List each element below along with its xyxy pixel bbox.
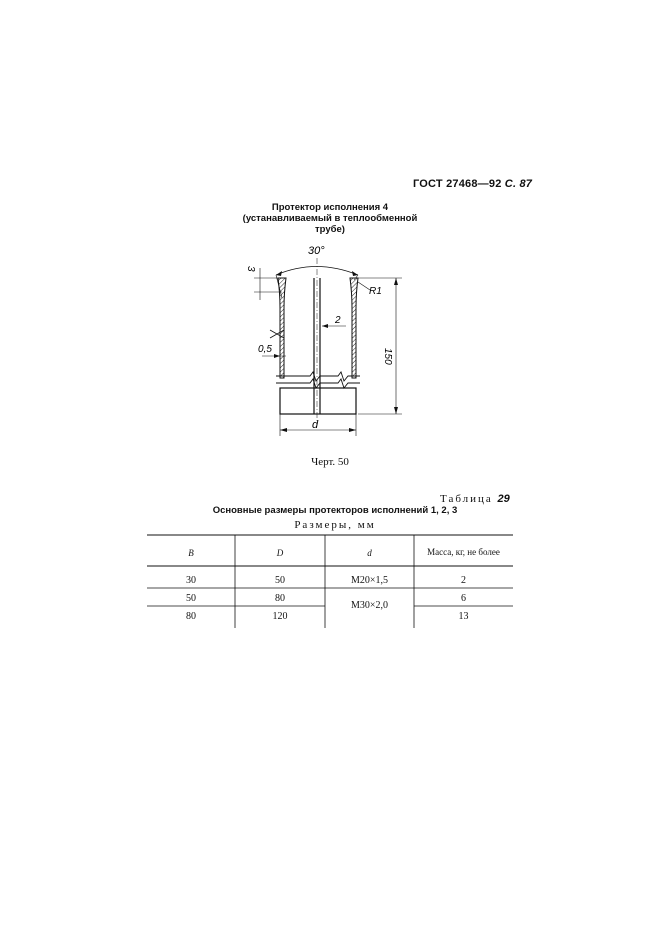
table-label-text: Таблица [440, 493, 493, 505]
table-title: Основные размеры протекторов исполнений 1, 2, 3 [212, 505, 458, 516]
figure-title-line-3: трубе) [315, 224, 345, 235]
row1-d: М20×1,5 [350, 575, 389, 586]
dim-height: 150 [382, 348, 393, 365]
table-label [440, 493, 510, 505]
dim-top-gap: 3 [245, 266, 256, 272]
page-header [413, 178, 532, 190]
figure-title-line-1: Протектор исполнения 4 [271, 202, 389, 213]
header-B: B [188, 548, 194, 558]
dim-diameter: d [312, 419, 319, 431]
header-mass: Масса, кг, не более [427, 547, 500, 557]
row3-D: 120 [272, 611, 288, 622]
row2-D: 80 [275, 593, 285, 604]
figure-title-line-2: (устанавливаемый в теплообменной [242, 213, 418, 224]
dim-wall: 2 [335, 315, 341, 326]
dim-radius: R1 [369, 286, 382, 297]
dim-angle: 30° [308, 245, 325, 257]
table-units: Размеры, мм [294, 519, 376, 531]
protector-drawing [240, 238, 420, 438]
row1-B: 30 [186, 575, 196, 586]
header-d: d [367, 548, 372, 558]
figure-caption: Черт. 50 [311, 456, 349, 468]
standard-number: ГОСТ 27468—92 [413, 178, 502, 190]
table-number: 29 [497, 493, 510, 505]
row1-D: 50 [275, 575, 285, 586]
page-number: С. 87 [504, 178, 533, 190]
header-D: D [276, 548, 284, 558]
dimensions-table [147, 534, 513, 629]
row1-mass: 2 [461, 575, 466, 586]
row3-mass: 13 [458, 611, 469, 622]
row2-d: М30×2,0 [350, 600, 389, 611]
dim-thickness: 0,5 [258, 344, 272, 355]
row2-mass: 6 [461, 593, 466, 604]
row2-B: 50 [186, 593, 196, 604]
row3-B: 80 [186, 611, 196, 622]
